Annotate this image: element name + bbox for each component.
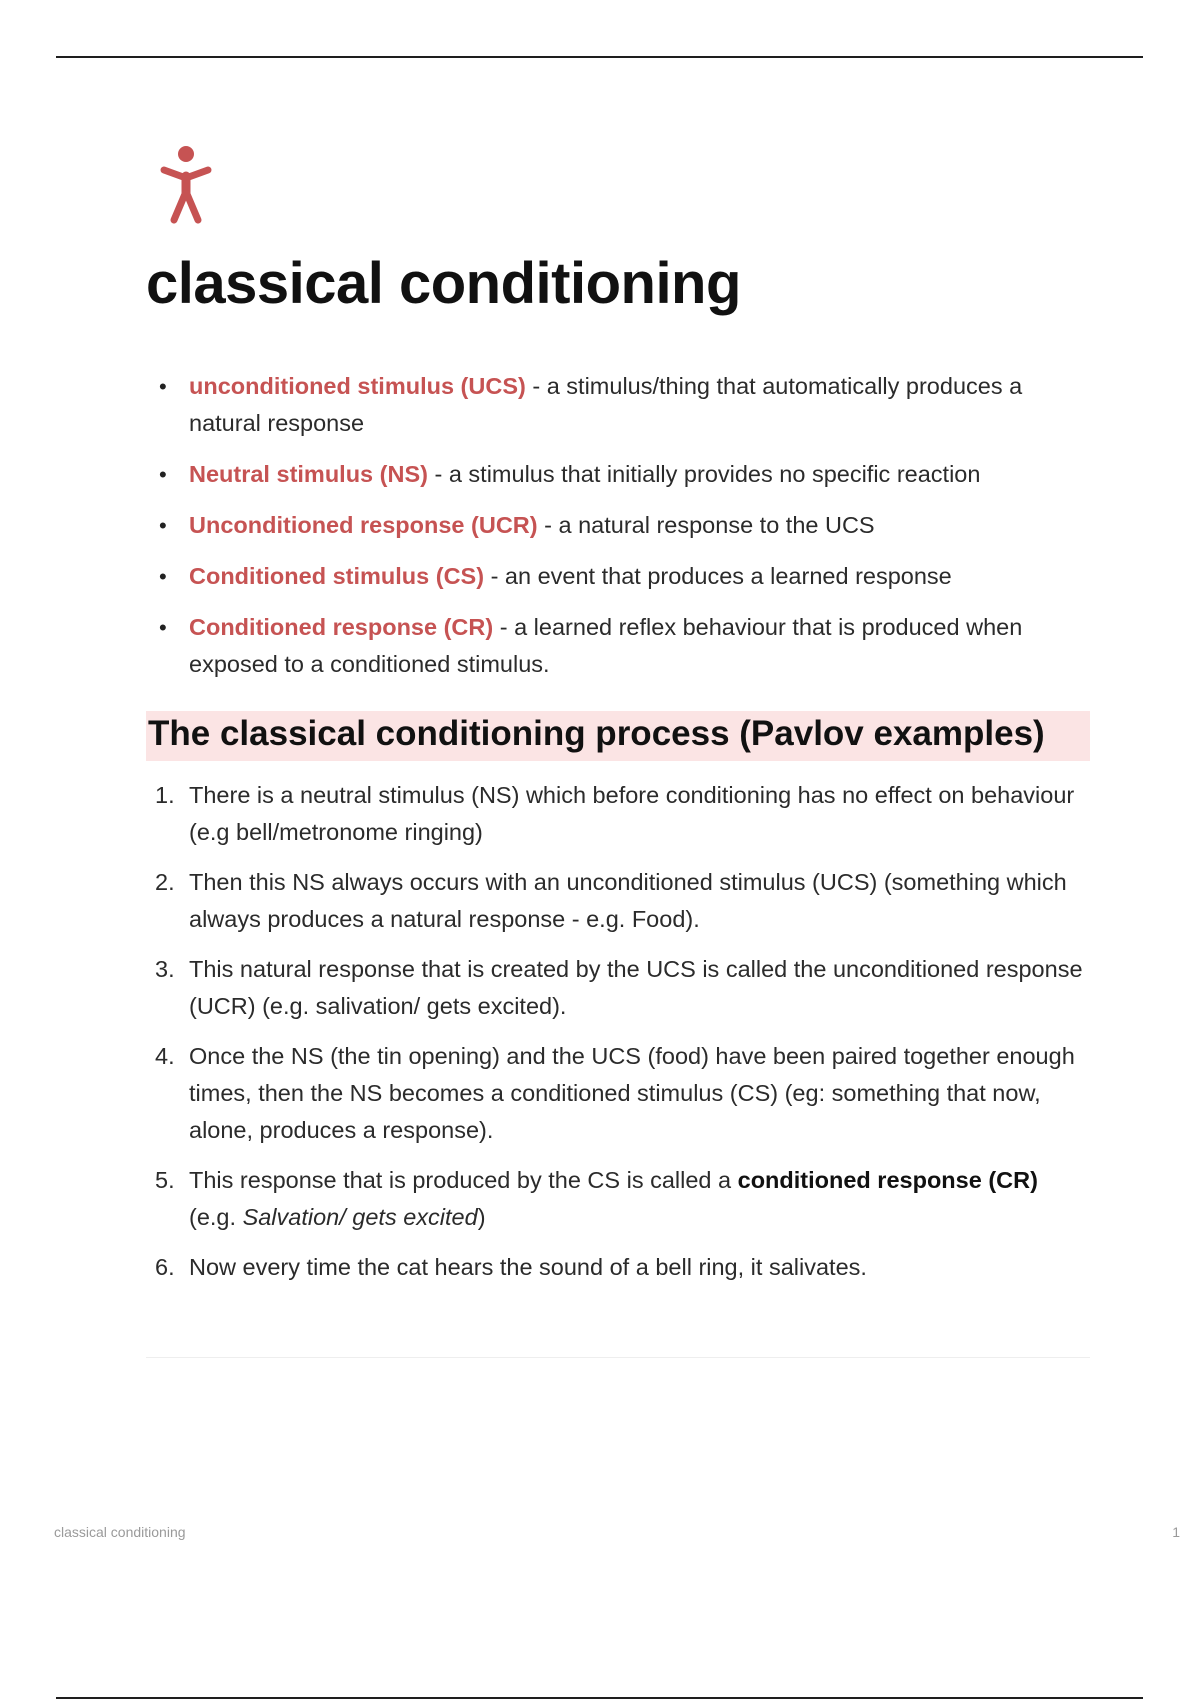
- step-text: (e.g.: [189, 1203, 243, 1230]
- page-title: classical conditioning: [146, 251, 741, 316]
- step-text: Now every time the cat hears the sound of a bell ring, it salivates.: [189, 1253, 867, 1280]
- list-item: [146, 456, 1090, 493]
- step-number: 1.: [155, 781, 175, 808]
- page-content: [146, 140, 1090, 1299]
- definition-term: Conditioned response (CR): [189, 613, 494, 640]
- list-item: [146, 1162, 1090, 1236]
- process-steps-list: [146, 777, 1090, 1286]
- step-italic-text: Salvation/ gets excited: [242, 1203, 478, 1230]
- list-item: [146, 777, 1090, 851]
- list-item: [146, 368, 1090, 442]
- footer-page-number: 1: [1172, 1524, 1180, 1540]
- definition-term: unconditioned stimulus (UCS): [189, 372, 526, 399]
- footer-doc-name: classical conditioning: [54, 1524, 186, 1540]
- accessibility-person-icon: [156, 140, 230, 230]
- bullet: •: [159, 614, 167, 640]
- divider: [146, 1357, 1090, 1358]
- list-item: [146, 609, 1090, 683]
- step-number: 4.: [155, 1042, 175, 1069]
- step-text: Then this NS always occurs with an unconditioned stimulus (UCS) (something which always produces a natural response - e.g. Food).: [189, 868, 1067, 932]
- step-bold-term: conditioned response (CR): [737, 1166, 1038, 1193]
- definition-term: Neutral stimulus (NS): [189, 460, 428, 487]
- list-item: [146, 864, 1090, 938]
- step-number: 6.: [155, 1253, 175, 1280]
- step-number: 3.: [155, 955, 175, 982]
- section-heading: The classical conditioning process (Pavlov examples): [146, 711, 1090, 761]
- list-item: [146, 507, 1090, 544]
- step-number: 2.: [155, 868, 175, 895]
- bullet: •: [159, 461, 167, 487]
- step-text: Once the NS (the tin opening) and the UCS (food) have been paired together enough times, then the NS becomes a conditioned stimulus (CS) (eg: something that now, alone, produces a response).: [189, 1042, 1075, 1143]
- step-number: 5.: [155, 1166, 175, 1193]
- bullet: •: [159, 373, 167, 399]
- bottom-rule: [56, 1697, 1143, 1699]
- bullet: •: [159, 512, 167, 538]
- list-item: [146, 1249, 1090, 1286]
- definition-text: - a stimulus that initially provides no specific reaction: [427, 460, 981, 487]
- definition-term: Conditioned stimulus (CS): [189, 562, 485, 589]
- list-item: [146, 951, 1090, 1025]
- step-text: ): [477, 1203, 486, 1230]
- definitions-list: [146, 368, 1090, 683]
- top-rule: [56, 56, 1143, 58]
- definition-term: Unconditioned response (UCR): [189, 511, 538, 538]
- step-text: This response that is produced by the CS is called a: [189, 1166, 738, 1193]
- definition-text: - a stimulus/thing that automatically produces a natural response: [189, 372, 1023, 436]
- step-text: There is a neutral stimulus (NS) which before conditioning has no effect on behaviour (e.g bell/metronome ringing): [189, 781, 1075, 845]
- step-text: This natural response that is created by the UCS is called the unconditioned response (UCR) (e.g. salivation/ gets excited).: [189, 955, 1083, 1019]
- list-item: [146, 558, 1090, 595]
- bullet: •: [159, 563, 167, 589]
- definition-text: - a learned reflex behaviour that is produced when exposed to a conditioned stimulus.: [189, 613, 1023, 677]
- list-item: [146, 1038, 1090, 1149]
- definition-text: - a natural response to the UCS: [537, 511, 875, 538]
- definition-text: - an event that produces a learned response: [484, 562, 952, 589]
